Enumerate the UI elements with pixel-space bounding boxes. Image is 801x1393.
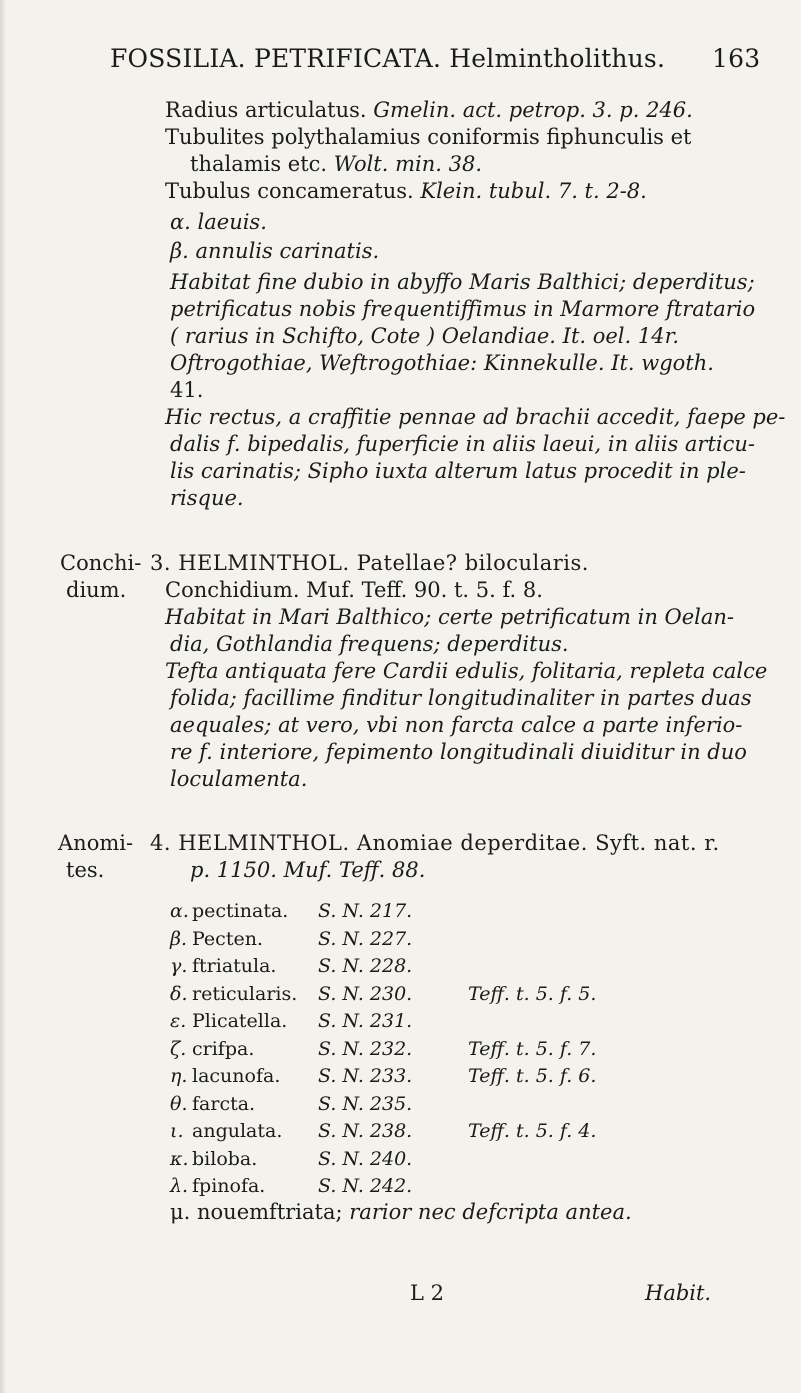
entry3-heading: 3. HELMINTHOL. Patellae? bilocularis. bbox=[150, 551, 589, 575]
entry3-line-9: loculamenta. bbox=[170, 767, 308, 791]
habitat-line-5: 41. bbox=[170, 378, 204, 402]
species-name: angulata. bbox=[192, 1120, 283, 1142]
entry2-line-4: Tubulus concameratus. Klein. tubul. 7. t. 2-8. bbox=[165, 179, 647, 203]
species-ref: S. N. 217. bbox=[318, 900, 413, 922]
species-letter: λ. bbox=[170, 1175, 189, 1197]
species-name: fpinofa. bbox=[192, 1175, 266, 1197]
habitat-line-6: Hic rectus, a craffitie pennae ad brachii accedit, faepe pe- bbox=[165, 405, 786, 429]
entry3-line-4: dia, Gothlandia frequens; deperditus. bbox=[170, 632, 569, 656]
species-name: Plicatella. bbox=[192, 1010, 288, 1032]
habitat-line-7: dalis f. bipedalis, fuperficie in aliis laeui, in aliis articu- bbox=[170, 432, 755, 456]
entry3-line-2: Conchidium. Muf. Teff. 90. t. 5. f. 8. bbox=[165, 578, 543, 602]
species-name: Pecten. bbox=[192, 927, 263, 950]
species-tess-ref: Teff. t. 5. f. 5. bbox=[468, 982, 597, 1005]
habitat-line-3: ( rarius in Schifto, Cote ) Oelandiae. It. oel. 14r. bbox=[170, 324, 680, 348]
species-ref: S. N. 232. bbox=[318, 1037, 413, 1060]
species-tess-ref: Teff. t. 5. f. 7. bbox=[468, 1037, 597, 1060]
species-ref: S. N. 238. bbox=[318, 1120, 413, 1142]
entry3-line-7: aequales; at vero, vbi non farcta calce a parte inferio- bbox=[170, 713, 743, 737]
species-ref: S. N. 235. bbox=[318, 1092, 413, 1115]
habitat-line-9: risque. bbox=[170, 486, 244, 510]
entry3-line-8: re f. interiore, fepimento longitudinali diuiditur in duo bbox=[170, 740, 747, 764]
habitat-line-4: Oftrogothiae, Weftrogothiae: Kinnekulle. It. wgoth. bbox=[170, 351, 714, 375]
species-letter: μ. bbox=[170, 1200, 191, 1224]
species-name: ftriatula. bbox=[192, 955, 277, 977]
species-letter: γ. bbox=[170, 955, 188, 977]
entry3-line-3: Habitat in Mari Balthico; certe petrificatum in Oelan- bbox=[165, 605, 735, 629]
species-ref: S. N. 233. bbox=[318, 1065, 413, 1087]
species-name: farcta. bbox=[192, 1092, 256, 1115]
species-letter: ζ. bbox=[170, 1037, 187, 1060]
species-letter: δ. bbox=[170, 982, 188, 1005]
margin-label-anomites-1: Anomi- bbox=[58, 831, 134, 855]
species-ref: S. N. 240. bbox=[318, 1147, 413, 1170]
page-number: 163 bbox=[712, 44, 761, 73]
habitat-line-1: Habitat fine dubio in abyffo Maris Balthici; deperditus; bbox=[170, 270, 755, 294]
entry2-line-2: Tubulites polythalamius coniformis fiphunculis et bbox=[165, 125, 692, 149]
variety-beta: β. annulis carinatis. bbox=[170, 239, 380, 263]
species-letter: ε. bbox=[170, 1010, 187, 1032]
margin-label-anomites-2: tes. bbox=[66, 858, 105, 882]
entry4-heading: 4. HELMINTHOL. Anomiae deperditae. Syft. nat. r. bbox=[150, 831, 720, 855]
printer-signature: L 2 bbox=[410, 1281, 444, 1305]
species-name: pectinata. bbox=[192, 900, 289, 922]
margin-label-conchidium-1: Conchi- bbox=[60, 551, 142, 575]
entry4-heading-2: p. 1150. Muf. Teff. 88. bbox=[190, 858, 426, 882]
species-letter: ι. bbox=[170, 1120, 184, 1142]
running-title: FOSSILIA. PETRIFICATA. Helmintholithus. bbox=[110, 44, 666, 73]
entry3-line-5: Tefta antiquata fere Cardii edulis, folitaria, repleta calce bbox=[165, 659, 768, 683]
species-name: biloba. bbox=[192, 1147, 258, 1170]
species-letter: κ. bbox=[170, 1147, 189, 1170]
margin-label-conchidium-2: dium. bbox=[66, 578, 127, 602]
species-letter: η. bbox=[170, 1065, 188, 1087]
species-letter: α. bbox=[170, 900, 189, 922]
page-edge-shadow bbox=[0, 0, 6, 1393]
habitat-line-2: petrificatus nobis frequentiffimus in Marmore ftratario bbox=[170, 297, 756, 321]
entry2-line-1: Radius articulatus. Gmelin. act. petrop. 3. p. 246. bbox=[165, 98, 693, 122]
species-letter: θ. bbox=[170, 1092, 188, 1115]
species-ref: S. N. 242. bbox=[318, 1175, 413, 1197]
species-mu-row bbox=[170, 1202, 632, 1223]
species-letter: β. bbox=[170, 927, 188, 950]
species-ref: S. N. 227. bbox=[318, 927, 413, 950]
species-tess-ref: Teff. t. 5. f. 4. bbox=[468, 1120, 597, 1142]
entry3-line-6: folida; facillime finditur longitudinaliter in partes duas bbox=[170, 686, 752, 710]
species-ref: S. N. 228. bbox=[318, 955, 413, 977]
entry2-line-3: thalamis etc. Wolt. min. 38. bbox=[190, 152, 482, 176]
species-name: nouemftriata; bbox=[197, 1200, 343, 1224]
species-tess-ref: Teff. t. 5. f. 6. bbox=[468, 1065, 597, 1087]
habitat-line-8: lis carinatis; Sipho iuxta alterum latus procedit in ple- bbox=[170, 459, 746, 483]
species-name: crifpa. bbox=[192, 1037, 255, 1060]
species-ref: S. N. 231. bbox=[318, 1010, 413, 1032]
variety-alpha: α. laeuis. bbox=[170, 210, 267, 234]
species-name: reticularis. bbox=[192, 982, 298, 1005]
species-ref: S. N. 230. bbox=[318, 982, 413, 1005]
species-note: rarior nec defcripta antea. bbox=[349, 1200, 632, 1224]
catchword: Habit. bbox=[645, 1281, 712, 1305]
species-name: lacunofa. bbox=[192, 1065, 281, 1087]
